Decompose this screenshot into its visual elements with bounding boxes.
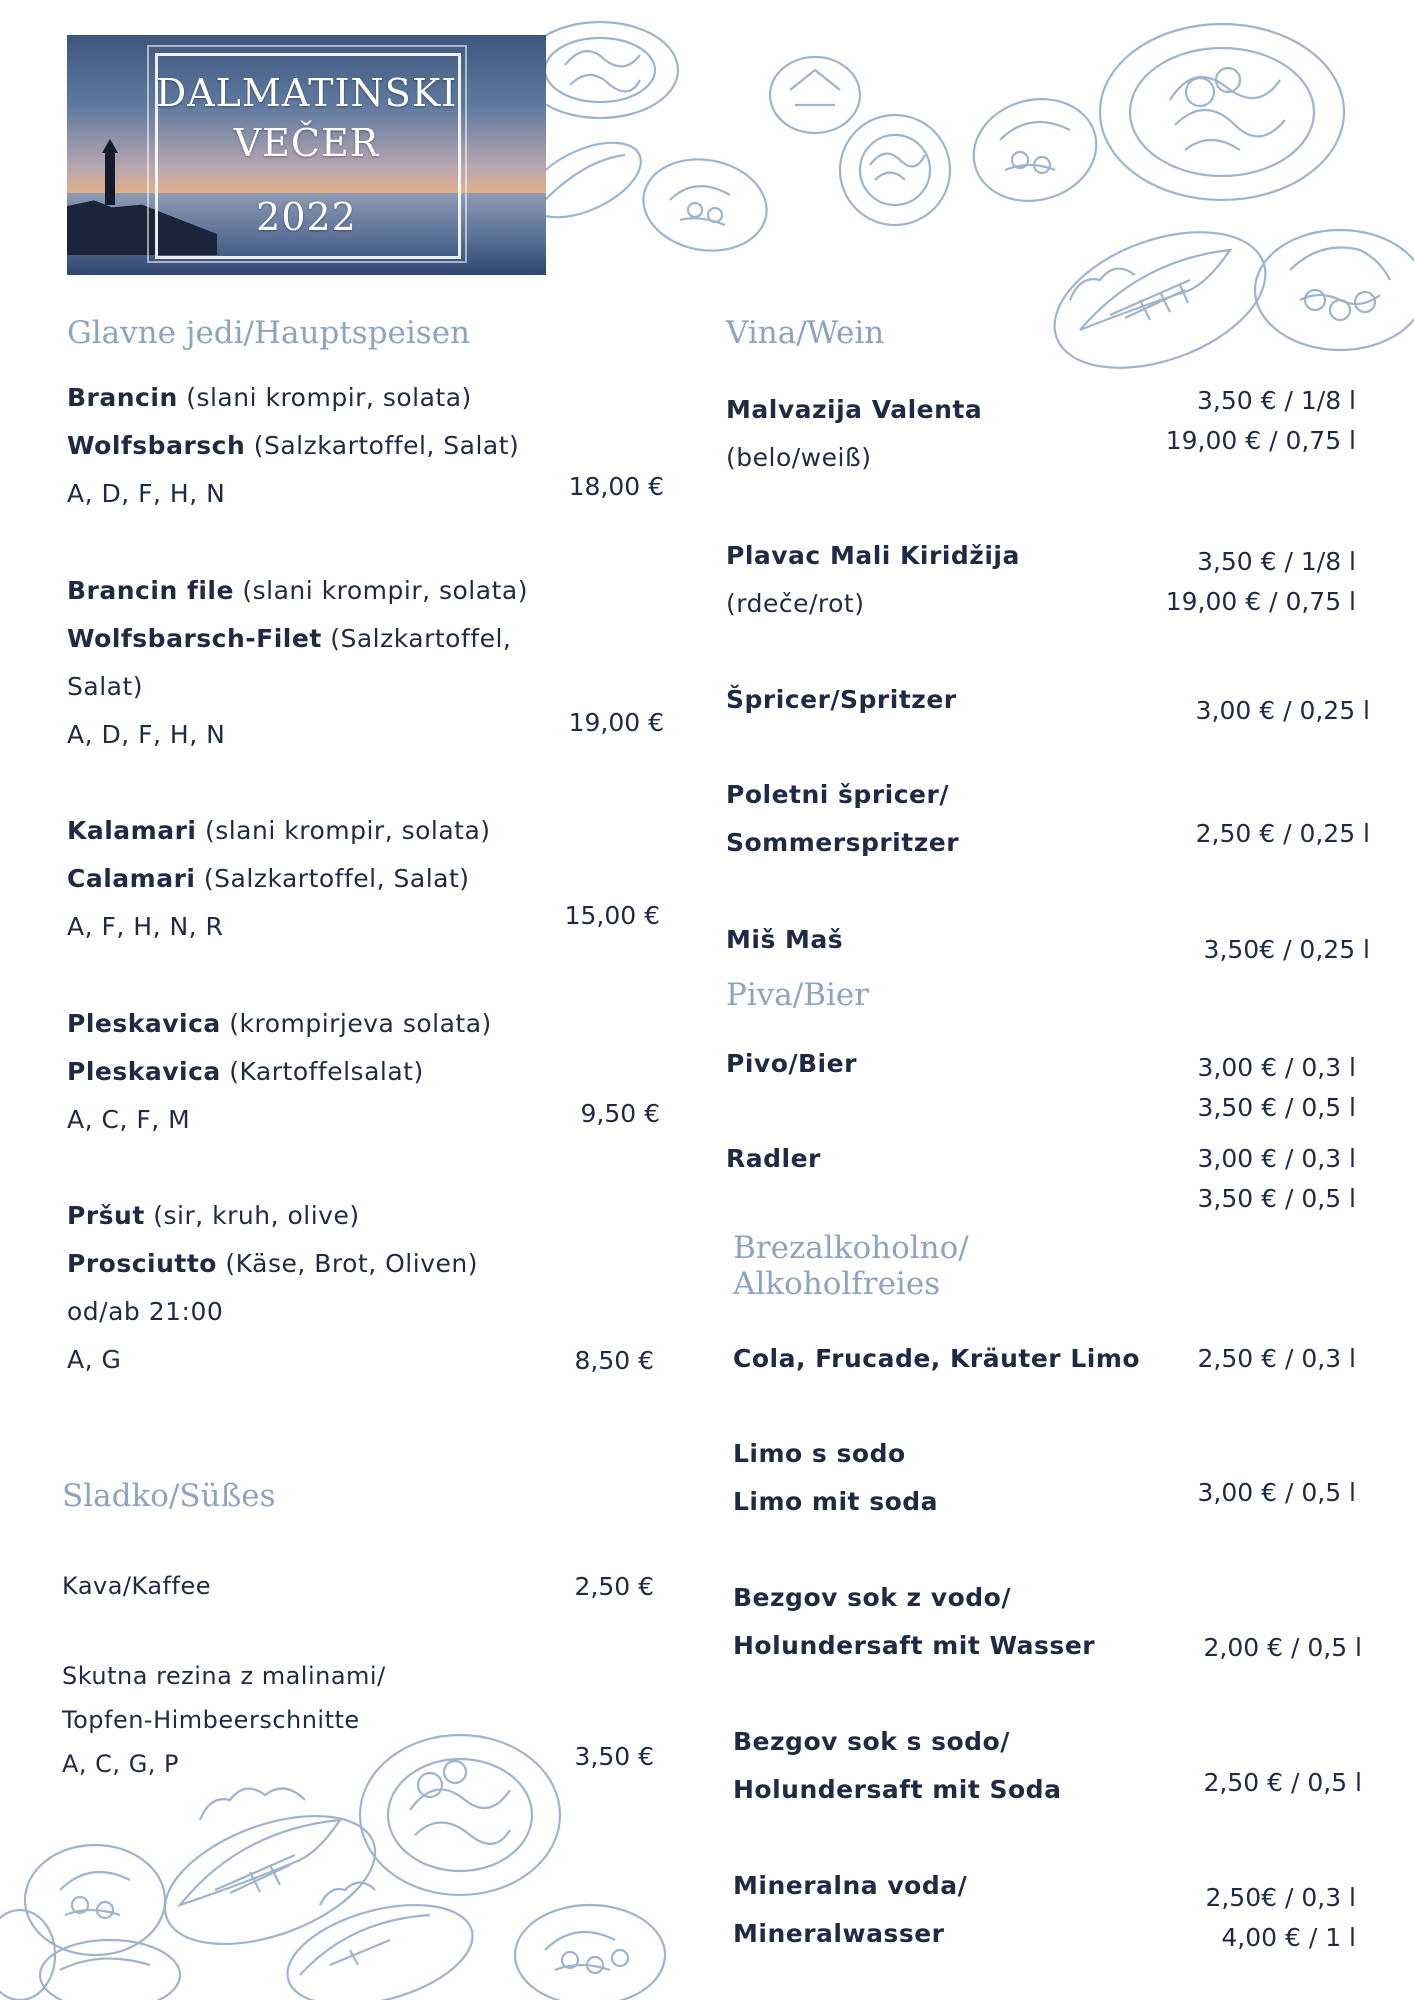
dish-name-de: Prosciutto (67, 1249, 217, 1278)
menu-item-prsut (67, 1192, 478, 1384)
header-photo-banner (67, 35, 546, 275)
dish-plate-icon (636, 150, 774, 260)
price-mineralna (1100, 1878, 1356, 1958)
drink-name-si: Poletni špricer/ (726, 780, 949, 809)
dish-detail-de: (Kartoffelsalat) (220, 1057, 424, 1086)
price-bezgov-voda: 2,00 € / 0,5 l (1203, 1633, 1362, 1662)
dish-detail-de: (Salzkartoffel, Salat) (195, 864, 470, 893)
dish-allergens: A, G (67, 1345, 122, 1374)
menu-item-bezgov-voda (733, 1574, 1095, 1670)
section-title-wine: Vina/Wein (726, 315, 885, 351)
drink-sub: (rdeče/rot) (726, 589, 865, 618)
dish-detail-si: (krompirjeva solata) (220, 1009, 492, 1038)
dish-plate-icon (40, 1940, 180, 2000)
dish-name-de: Wolfsbarsch-Filet (67, 624, 322, 653)
section-title-si: Brezalkoholno/ (733, 1230, 969, 1266)
price-plavac (1100, 542, 1356, 622)
dish-name-de: Topfen-Himbeerschnitte (62, 1706, 360, 1734)
menu-item-cola: Cola, Frucade, Kräuter Limo (733, 1344, 1141, 1373)
menu-item-limo (733, 1430, 938, 1526)
fish-platter-icon (277, 1883, 484, 2000)
price-kava: 2,50 € (574, 1572, 654, 1601)
drink-name-de: Limo mit soda (733, 1487, 939, 1516)
price-glass: 3,50 € / 1/8 l (1197, 547, 1356, 576)
dish-detail-de: (Salzkartoffel, Salat) (245, 431, 520, 460)
drink-name-si: Bezgov sok z vodo/ (733, 1583, 1011, 1612)
drink-sub: (belo/weiß) (726, 443, 872, 472)
header-year: 2022 (256, 195, 357, 239)
price-bottle: 19,00 € / 0,75 l (1165, 426, 1356, 455)
section-title-de: Alkoholfreies (733, 1266, 941, 1302)
menu-item-plavac (726, 532, 1020, 628)
price-cola: 2,50 € / 0,3 l (1197, 1344, 1356, 1373)
price-glass: 3,50 € / 1/8 l (1197, 386, 1356, 415)
dish-plate-icon (962, 86, 1108, 215)
dish-name-de: Calamari (67, 864, 196, 893)
dish-plate-icon (25, 1845, 165, 1955)
drink-name: Malvazija Valenta (726, 395, 983, 424)
dish-name-si: Brancin (67, 383, 178, 412)
dish-plate-icon (1255, 230, 1414, 350)
price-large: 3,50 € / 0,5 l (1197, 1093, 1356, 1122)
dish-plate-icon (770, 57, 860, 133)
menu-item-skutna (62, 1654, 386, 1786)
dish-detail-de: (Käse, Brot, Oliven) (216, 1249, 478, 1278)
dish-name-si: Kalamari (67, 816, 197, 845)
section-title-sweets: Sladko/Süßes (62, 1478, 276, 1514)
dish-allergens: A, C, G, P (62, 1750, 180, 1778)
section-title-main-dishes: Glavne jedi/Hauptspeisen (67, 315, 471, 351)
price-brancin-file: 19,00 € (568, 708, 664, 737)
price-small: 3,00 € / 0,3 l (1197, 1144, 1356, 1173)
drink-name-de: Holundersaft mit Wasser (733, 1631, 1096, 1660)
menu-item-kalamari (67, 807, 491, 951)
section-title-soft-drinks (733, 1230, 969, 1302)
dish-serving-time: od/ab 21:00 (67, 1297, 224, 1326)
price-malvazija (1100, 381, 1356, 461)
header-title-line2: VEČER (233, 121, 380, 165)
dish-allergens: A, D, F, H, N (67, 479, 226, 508)
price-small: 2,50€ / 0,3 l (1205, 1883, 1356, 1912)
menu-item-brancin-file (67, 567, 528, 759)
price-limo: 3,00 € / 0,5 l (1197, 1478, 1356, 1507)
menu-item-brancin (67, 374, 519, 518)
price-radler (1100, 1139, 1356, 1219)
price-bottle: 19,00 € / 0,75 l (1165, 587, 1356, 616)
section-title-beer: Piva/Bier (726, 977, 870, 1013)
fish-platter-icon (148, 1789, 392, 1970)
price-spricer: 3,00 € / 0,25 l (1195, 696, 1370, 725)
drink-name-de: Sommerspritzer (726, 828, 960, 857)
drink-name-de: Holundersaft mit Soda (733, 1775, 1062, 1804)
price-large: 4,00 € / 1 l (1221, 1923, 1356, 1952)
price-pleskavica: 9,50 € (580, 1099, 660, 1128)
drink-name-si: Mineralna voda/ (733, 1871, 968, 1900)
drink-name-si: Bezgov sok s sodo/ (733, 1727, 1010, 1756)
dish-allergens: A, C, F, M (67, 1105, 191, 1134)
menu-item-mineralna (733, 1862, 967, 1958)
price-skutna: 3,50 € (574, 1742, 654, 1771)
price-brancin: 18,00 € (568, 472, 664, 501)
menu-item-pleskavica (67, 1000, 492, 1144)
menu-item-pivo: Pivo/Bier (726, 1049, 857, 1078)
menu-item-poletni (726, 771, 959, 867)
dish-name-de: Pleskavica (67, 1057, 221, 1086)
spaghetti-plate-icon (1100, 24, 1344, 200)
dish-detail-si: (slani krompir, solata) (177, 383, 472, 412)
dish-plate-icon (515, 1905, 665, 2000)
price-mismas: 3,50€ / 0,25 l (1203, 935, 1370, 964)
dish-detail-de: (Salzkartoffel, (321, 624, 512, 653)
spaghetti-plate-icon (840, 115, 950, 225)
dish-detail-si: (slani krompir, solata) (196, 816, 491, 845)
menu-item-malvazija (726, 386, 982, 482)
price-poletni: 2,50 € / 0,25 l (1195, 819, 1370, 848)
price-bezgov-soda: 2,50 € / 0,5 l (1203, 1768, 1362, 1797)
price-large: 3,50 € / 0,5 l (1197, 1184, 1356, 1213)
dish-detail-si: (sir, kruh, olive) (144, 1201, 360, 1230)
price-pivo (1100, 1048, 1356, 1128)
dish-name-si: Skutna rezina z malinami/ (62, 1662, 386, 1690)
spaghetti-plate-icon (360, 1735, 560, 1895)
dish-name-si: Brancin file (67, 576, 234, 605)
dish-detail-de-cont: Salat) (67, 672, 144, 701)
dish-name-si: Pršut (67, 1201, 145, 1230)
dish-name-si: Pleskavica (67, 1009, 221, 1038)
menu-item-radler: Radler (726, 1144, 821, 1173)
dish-plate-icon (0, 1910, 55, 2000)
header-title-line1: DALMATINSKI (155, 71, 458, 115)
menu-item-mismas: Miš Maš (726, 925, 844, 954)
menu-item-spricer: Špricer/Spritzer (726, 685, 957, 714)
price-kalamari: 15,00 € (564, 901, 660, 930)
dish-detail-si: (slani krompir, solata) (233, 576, 528, 605)
menu-item-kava: Kava/Kaffee (62, 1572, 211, 1600)
dish-allergens: A, F, H, N, R (67, 912, 224, 941)
fish-platter-icon (1036, 206, 1284, 394)
price-prsut: 8,50 € (574, 1346, 654, 1375)
price-small: 3,00 € / 0,3 l (1197, 1053, 1356, 1082)
menu-item-bezgov-soda (733, 1718, 1061, 1814)
drink-name-si: Limo s sodo (733, 1439, 906, 1468)
drink-name-de: Mineralwasser (733, 1919, 945, 1948)
drink-name: Plavac Mali Kiridžija (726, 541, 1020, 570)
dish-allergens: A, D, F, H, N (67, 720, 226, 749)
dish-name-de: Wolfsbarsch (67, 431, 246, 460)
